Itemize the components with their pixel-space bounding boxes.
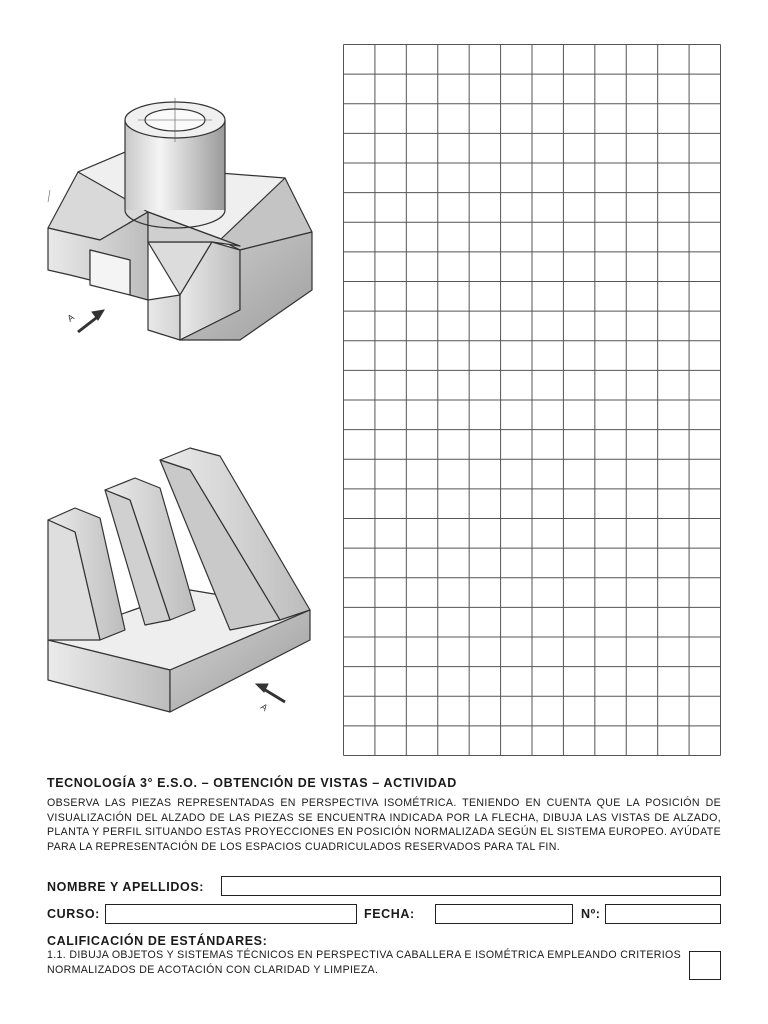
activity-title: TECNOLOGÍA 3° E.S.O. – OBTENCIÓN DE VISTAS – ACTIVIDAD — [47, 776, 457, 790]
name-field[interactable] — [221, 876, 721, 896]
name-label: NOMBRE Y APELLIDOS: — [47, 880, 205, 894]
number-label: Nº: — [581, 907, 601, 921]
date-label: FECHA: — [364, 907, 415, 921]
isometric-piece-1 — [30, 90, 330, 350]
date-field[interactable] — [435, 904, 573, 924]
standard-item-1-1: 1.1. DIBUJA OBJETOS Y SISTEMAS TÉCNICOS EN PERSPECTIVA CABALLERA E ISOMÉTRICA EMPLEANDO CRITERIOS NORMALIZADOS DE ACOTACIÓN CON CLARIDAD Y LIMPIEZA. — [47, 949, 682, 976]
course-label: CURSO: — [47, 907, 100, 921]
arrow-label-a-2: A — [258, 701, 270, 714]
activity-instructions: OBSERVA LAS PIEZAS REPRESENTADAS EN PERSPECTIVA ISOMÉTRICA. TENIENDO EN CUENTA QUE LA POSICIÓN DE VISUALIZACIÓN DEL ALZADO DE LAS PIEZAS SE ENCUENTRA INDICADA POR LA FLECHA, DIBUJA LAS VISTAS DE ALZADO, PLANTA Y PERFIL SITUANDO ESTAS PROYECCIONES EN POSICIÓN NORMALIZADA SEGÚN EL SISTEMA EUROPEO. AYÚDATE PARA LA REPRESENTACIÓN DE LOS ESPACIOS CUADRICULADOS RESERVADOS PARA TAL FIN. — [47, 797, 721, 853]
arrow-label-a-1: A — [65, 311, 77, 324]
isometric-piece-2 — [30, 440, 330, 730]
drawing-grid[interactable] — [343, 44, 721, 756]
course-field[interactable] — [105, 904, 357, 924]
number-field[interactable] — [605, 904, 721, 924]
standards-title: CALIFICACIÓN DE ESTÁNDARES: — [47, 934, 268, 948]
standard-grade-box[interactable] — [689, 951, 721, 980]
